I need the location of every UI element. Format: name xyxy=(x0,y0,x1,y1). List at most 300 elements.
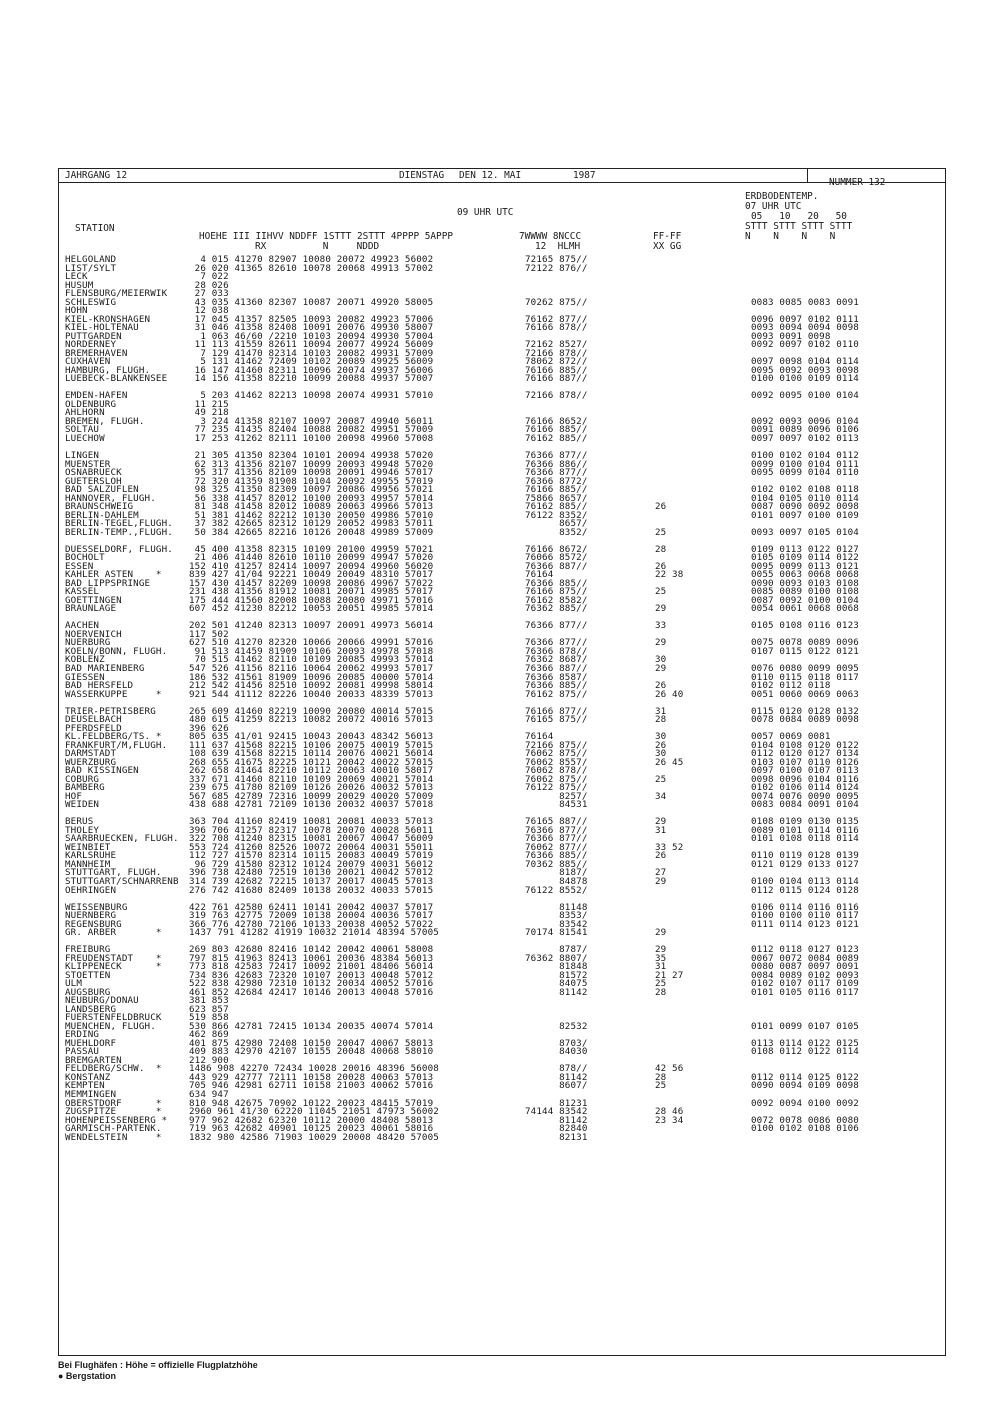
wind-gust: 25 xyxy=(655,1080,667,1092)
main-code: 567 685 42789 72316 10099 20029 40020 57009 xyxy=(189,790,434,802)
station-name: BAD HERSFELD xyxy=(65,680,134,691)
main-code: 62 313 41356 82107 10099 20093 49948 57020 xyxy=(189,458,434,470)
main-code: 462 869 xyxy=(189,1029,229,1041)
wind-gust: 30 xyxy=(655,654,667,666)
soil-temp: 0067 0072 0084 0089 xyxy=(751,952,859,964)
soil-temp: 0078 0084 0089 0098 xyxy=(751,714,859,726)
soil-temp: 0089 0101 0114 0116 xyxy=(751,824,859,836)
station-name: LINGEN xyxy=(65,450,100,461)
station-name: HOHENPEISSENBERG * xyxy=(65,1114,168,1126)
soil-temp: 0100 0100 0109 0114 xyxy=(751,373,859,385)
weather-code: 72122 876// xyxy=(525,262,588,274)
weather-code: 76362 8687/ xyxy=(525,654,588,666)
soil-temp: 0102 0102 0108 0118 xyxy=(751,484,859,495)
jahrgang-label: JAHRGANG 12 xyxy=(65,170,128,181)
main-code: 319 763 42775 72009 10138 20004 40036 57017 xyxy=(189,910,434,921)
weather-code: 83542 xyxy=(525,918,588,930)
station-name: WEISSENBURG xyxy=(65,901,128,913)
station-name: OEHRINGEN xyxy=(65,884,117,896)
station-name: BAD MARIENBERG xyxy=(65,663,145,674)
weather-code: 76164 xyxy=(525,731,554,743)
main-code: 157 430 41457 82209 10098 20086 49967 57022 xyxy=(189,577,434,589)
main-code: 1832 980 42586 71903 10029 20008 48420 57005 xyxy=(189,1131,439,1143)
main-code: 212 900 xyxy=(189,1054,229,1066)
station-name: FUERSTENFELDBRUCK xyxy=(65,1012,162,1024)
weather-code: 76366 877// xyxy=(525,467,588,478)
weather-code: 74144 83542 xyxy=(525,1106,588,1117)
soil-temp: 0100 0102 0104 0112 xyxy=(751,450,859,461)
weather-code: 76366 885// xyxy=(525,680,588,691)
main-code: 268 655 41675 82225 10121 20042 40022 57015 xyxy=(189,756,434,768)
station-name: FRANKFURT/M,FLUGH. xyxy=(65,739,168,751)
time-label: 09 UHR UTC xyxy=(457,207,514,218)
main-code: 14 156 41358 82210 10099 20088 49937 57007 xyxy=(189,373,434,385)
weather-code: 76366 877// xyxy=(525,833,588,845)
soil-temp: 0092 0093 0096 0104 xyxy=(751,415,859,427)
soil-temp: 0083 0085 0083 0091 xyxy=(751,296,859,308)
soil-n: N N N N xyxy=(745,231,836,242)
soil-temp: 0111 0114 0123 0121 xyxy=(751,918,859,930)
weather-code: 8607/ xyxy=(525,1080,588,1092)
station-name: GR. ARBER * xyxy=(65,927,162,939)
main-code: 27 033 xyxy=(189,288,229,300)
nummer-label: NUMMER 132 xyxy=(829,177,886,188)
station-name: PASSAU xyxy=(65,1046,100,1058)
main-code: 269 803 42680 82416 10142 20042 40061 58008 xyxy=(189,944,434,956)
main-code: 480 615 41259 82213 10082 20072 40016 57013 xyxy=(189,714,434,726)
station-name: NEUBURG/DONAU xyxy=(65,995,139,1007)
station-name: BREMGARTEN xyxy=(65,1054,122,1066)
weather-code: 81231 xyxy=(525,1097,588,1109)
wind-gust: 25 xyxy=(655,526,667,538)
soil-temp: 0093 0094 0094 0098 xyxy=(751,322,859,334)
soil-temp: 0105 0109 0114 0122 xyxy=(751,552,859,564)
wind-gust: 33 52 xyxy=(655,841,684,853)
station-name: BAD KISSINGEN xyxy=(65,765,139,777)
wind-gust: 31 xyxy=(655,824,667,836)
main-code: 231 438 41356 81912 10081 20071 49985 57017 xyxy=(189,586,434,598)
weather-code: 81142 xyxy=(525,1071,588,1083)
station-header: STATION xyxy=(75,223,115,234)
wind-gust: 28 46 xyxy=(655,1106,684,1117)
weather-code: 81572 xyxy=(525,969,588,981)
weather-code: 76366 887// xyxy=(525,663,588,674)
wind-gust: 29 xyxy=(655,876,667,887)
soil-temp: 0090 0093 0103 0108 xyxy=(751,577,859,589)
wind-gust: 28 xyxy=(655,543,667,555)
station-name: SCHLESWIG xyxy=(65,296,117,308)
soil-temp: 0095 0099 0104 0110 xyxy=(751,467,859,478)
weather-code: 72165 875// xyxy=(525,254,588,265)
main-code: 77 235 41435 82404 10088 20082 49951 57009 xyxy=(189,424,434,436)
main-code: 12 038 xyxy=(189,305,229,317)
main-code: 11 113 41559 82611 10094 20077 49924 56009 xyxy=(189,339,434,351)
weather-code: 76162 885// xyxy=(525,501,588,513)
station-name: SOLTAU xyxy=(65,424,100,436)
main-code: 623 857 xyxy=(189,1003,229,1015)
soil-temp: 0101 0097 0100 0109 xyxy=(751,509,859,521)
station-name: BAD SALZUFLEN xyxy=(65,484,139,495)
main-code: 70 515 41462 82110 10109 20085 49993 57014 xyxy=(189,654,434,666)
main-code: 443 929 42777 72111 10158 20028 40063 57013 xyxy=(189,1071,434,1083)
station-name: KOELN/BONN, FLUGH. xyxy=(65,645,168,657)
soil-temp: 0074 0076 0090 0095 xyxy=(751,790,859,802)
station-name: REGENSBURG xyxy=(65,918,122,930)
soil-temp: 0100 0100 0110 0117 xyxy=(751,910,859,921)
weather-code: 76166 885// xyxy=(525,364,588,376)
weather-code: 84030 xyxy=(525,1046,588,1058)
soil-temp: 0112 0120 0127 0134 xyxy=(751,748,859,760)
weather-code: 76366 8772/ xyxy=(525,475,588,487)
station-name: KIEL-KRONSHAGEN xyxy=(65,313,151,325)
wind-gust: 29 xyxy=(655,663,667,674)
main-code: 112 727 41570 82314 10115 20083 40049 57019 xyxy=(189,850,434,862)
main-code: 7 022 xyxy=(189,271,229,282)
weather-code: 76362 885// xyxy=(525,603,588,615)
wind-gust: 30 xyxy=(655,748,667,760)
wind-gust: 26 40 xyxy=(655,688,684,700)
station-name: LUEBECK-BLANKENSEE xyxy=(65,373,168,385)
main-code: 117 502 xyxy=(189,628,229,640)
station-name: DARMSTADT xyxy=(65,748,117,760)
main-code: 461 852 42684 42417 10146 20013 40048 57016 xyxy=(189,986,434,998)
soil-temp: 0101 0108 0118 0114 xyxy=(751,833,859,845)
main-code: 95 317 41356 82109 10098 20091 49946 57017 xyxy=(189,467,434,478)
weather-code: 76366 886// xyxy=(525,458,588,470)
wind-subheader: XX GG xyxy=(653,241,682,252)
weather-code: 78062 872// xyxy=(525,356,588,368)
weather-code: 878// xyxy=(525,1063,588,1075)
soil-temp: 0095 0092 0093 0098 xyxy=(751,364,859,376)
legend xyxy=(58,1360,258,1382)
main-code: 422 761 42580 62411 10141 20042 40037 57017 xyxy=(189,901,434,913)
wind-gust: 25 xyxy=(655,586,667,598)
weather-code: 72166 878// xyxy=(525,390,588,402)
soil-time-label: 07 UHR UTC xyxy=(745,201,802,212)
soil-temp: 0109 0113 0122 0127 xyxy=(751,543,859,555)
station-name: NOERVENICH xyxy=(65,628,122,640)
station-name: KL.FELDBERG/TS. * xyxy=(65,731,162,743)
station-name: FELDBERG/SCHW. * xyxy=(65,1063,162,1075)
station-name: LUECHOW xyxy=(65,432,105,444)
main-code: 734 836 42683 72320 10107 20013 40048 57012 xyxy=(189,969,434,981)
main-code: 49 218 xyxy=(189,407,229,419)
station-name: BAMBERG xyxy=(65,782,105,794)
station-name: LANDSBERG xyxy=(65,1003,117,1015)
main-code: 17 045 41357 82505 10093 20082 49923 57006 xyxy=(189,313,434,325)
main-code: 810 948 42675 70902 10122 20023 48415 57019 xyxy=(189,1097,434,1109)
station-name: HOF xyxy=(65,790,83,802)
wind-gust: 29 xyxy=(655,637,667,649)
station-name: BERLIN-TEMP.,FLUGH. xyxy=(65,526,173,538)
main-code: 396 626 xyxy=(189,722,229,734)
station-name: EMDEN-HAFEN xyxy=(65,390,128,402)
soil-temp: 0101 0099 0107 0105 xyxy=(751,1020,859,1032)
weather-code: 76366 887// xyxy=(525,560,588,572)
station-name: MUEHLDORF xyxy=(65,1037,117,1049)
main-code: 1486 908 42270 72434 10028 20016 48396 56008 xyxy=(189,1063,439,1075)
main-code: 438 688 42781 72109 10130 20032 40037 57018 xyxy=(189,799,434,811)
soil-temp: 0102 0107 0117 0109 xyxy=(751,978,859,990)
synop-sheet xyxy=(58,168,946,1356)
wind-gust: 22 38 xyxy=(655,569,684,581)
weather-code: 8657/ xyxy=(525,518,588,530)
station-name: KARLSRUHE xyxy=(65,850,117,862)
main-code: 396 706 41257 82317 10078 20070 40028 56011 xyxy=(189,824,434,836)
main-code: 43 035 41360 82307 10087 20071 49920 58005 xyxy=(189,296,434,308)
main-code: 51 381 41462 82212 10130 20050 49986 57010 xyxy=(189,509,434,521)
weather-code: 76366 877// xyxy=(525,450,588,461)
main-code: 26 020 41365 82610 10078 20068 49913 57002 xyxy=(189,262,434,274)
main-code: 627 510 41270 82320 10066 20066 49991 57016 xyxy=(189,637,434,649)
header-rule xyxy=(59,182,945,183)
main-code: 37 382 42665 82312 10129 20052 49983 57011 xyxy=(189,518,434,530)
soil-temp: 0110 0119 0128 0139 xyxy=(751,850,859,862)
main-code: 262 658 41464 82210 10112 20063 40010 58017 xyxy=(189,765,434,777)
legend-line-mountain: ● Bergstation xyxy=(58,1371,116,1381)
station-name: HOHN xyxy=(65,305,88,317)
station-name: KAHLER ASTEN * xyxy=(65,569,162,581)
station-name: BREMERHAVEN xyxy=(65,347,128,359)
wind-gust: 29 xyxy=(655,927,667,939)
wind-gust: 26 xyxy=(655,850,667,862)
weather-code: 76366 877// xyxy=(525,637,588,649)
soil-temp: 0057 0069 0081 xyxy=(751,731,831,743)
station-name: NORDERNEY xyxy=(65,339,117,351)
station-name: NUERBURG xyxy=(65,637,111,649)
weather-code: 84878 xyxy=(525,876,588,887)
main-code: 81 348 41458 82012 10089 20063 49966 57013 xyxy=(189,501,434,513)
weather-code: 82532 xyxy=(525,1020,588,1032)
station-name: DUESSELDORF, FLUGH. xyxy=(65,543,173,555)
soil-depths: 05 10 20 50 xyxy=(751,211,847,222)
main-code: 634 947 xyxy=(189,1089,229,1100)
station-name: STUTTGART/SCHNARRENB xyxy=(65,876,179,887)
wind-gust: 34 xyxy=(655,790,667,802)
wind-gust: 23 34 xyxy=(655,1114,684,1126)
soil-temp: 0108 0109 0130 0135 xyxy=(751,816,859,828)
wind-gust: 30 xyxy=(655,731,667,743)
station-name: FLENSBURG/MEIERWIK xyxy=(65,288,168,300)
weather-code: 8352/ xyxy=(525,526,588,538)
station-name: OSNABRUECK xyxy=(65,467,122,478)
soil-temp: 0105 0108 0116 0123 xyxy=(751,620,859,632)
station-name: GARMISCH-PARTENK. xyxy=(65,1123,162,1134)
station-name: BRAUNLAGE xyxy=(65,603,117,615)
main-code: 522 838 42980 72310 10132 20034 40052 57016 xyxy=(189,978,434,990)
station-name: WEIDEN xyxy=(65,799,100,811)
main-code: 202 501 41240 82313 10097 20091 49973 56014 xyxy=(189,620,434,632)
soil-temp: 0092 0094 0100 0092 xyxy=(751,1097,859,1109)
main-code: 16 147 41460 82311 10096 20074 49937 56006 xyxy=(189,364,434,376)
weather-code: 76062 875// xyxy=(525,748,588,760)
soil-temp: 0092 0097 0102 0110 xyxy=(751,339,859,351)
main-code: 381 853 xyxy=(189,995,229,1007)
station-name: LECK xyxy=(65,271,88,282)
soil-temp: 0115 0120 0128 0132 xyxy=(751,705,859,717)
weather-code: 76062 875// xyxy=(525,773,588,785)
weather-code: 81848 xyxy=(525,961,588,973)
station-name: DEUSELBACH xyxy=(65,714,122,726)
weather-code: 8187/ xyxy=(525,867,588,879)
date-label: DEN 12. MAI xyxy=(459,170,522,181)
weather-code: 81142 xyxy=(525,1114,588,1126)
weather-code: 82131 xyxy=(525,1131,588,1143)
weather-code: 76366 885// xyxy=(525,577,588,589)
main-code: 1 063 46/60 /2210 10103 20094 49930 57004 xyxy=(189,330,434,342)
weather-code: 76366 8587/ xyxy=(525,671,588,683)
soil-temp: 0106 0114 0116 0116 xyxy=(751,901,859,913)
main-code: 175 444 41560 82008 10088 20080 49971 57016 xyxy=(189,594,434,606)
main-code: 111 637 41568 82215 10106 20075 40019 57015 xyxy=(189,739,434,751)
soil-temp: 0080 0087 0097 0091 xyxy=(751,961,859,973)
soil-temp: 0097 0098 0104 0114 xyxy=(751,356,859,368)
main-code: 17 253 41262 82111 10100 20098 49960 57008 xyxy=(189,432,434,444)
wind-gust: 27 xyxy=(655,867,667,879)
soil-temp: 0112 0114 0125 0122 xyxy=(751,1071,859,1083)
soil-temp: 0102 0106 0114 0124 xyxy=(751,782,859,794)
station-name: GUETERSLOH xyxy=(65,475,122,487)
weather-code: 82840 xyxy=(525,1123,588,1134)
weather-code: 76062 8557/ xyxy=(525,756,588,768)
main-code: 11 215 xyxy=(189,398,229,410)
station-name: HANNOVER, FLUGH. xyxy=(65,492,156,504)
station-name: KOBLENZ xyxy=(65,654,105,666)
weather-code: 76166 878// xyxy=(525,322,588,334)
station-name: SAARBRUECKEN, FLUGH. xyxy=(65,833,179,845)
station-name: BOCHOLT xyxy=(65,552,105,564)
main-code: 5 203 41462 82213 10098 20074 49931 57010 xyxy=(189,390,434,402)
station-name: LIST/SYLT xyxy=(65,262,117,274)
station-name: KIEL-HOLTENAU xyxy=(65,322,139,334)
soil-temp: 0112 0115 0124 0128 xyxy=(751,884,859,896)
station-name: AHLHORN xyxy=(65,407,105,419)
main-code: 314 739 42682 72215 10137 20017 40045 57013 xyxy=(189,876,434,887)
weather-code: 76366 877// xyxy=(525,620,588,632)
main-code: 21 305 41350 82304 10101 20094 49938 57020 xyxy=(189,450,434,461)
weather-code: 8703/ xyxy=(525,1037,588,1049)
station-name: OBERSTDORF * xyxy=(65,1097,162,1109)
soil-temp: 0095 0099 0113 0121 xyxy=(751,560,859,572)
year-label: 1987 xyxy=(573,170,596,181)
main-code: 977 962 42682 62320 10112 20000 48408 58013 xyxy=(189,1114,434,1126)
weather-code: 76162 875// xyxy=(525,688,588,700)
wind-gust: 25 xyxy=(655,773,667,785)
station-name: PUTTGARDEN xyxy=(65,330,122,342)
main-code: 91 513 41459 81909 10106 20093 49978 57018 xyxy=(189,645,434,657)
main-code: 797 815 41963 82413 10061 20036 48384 56013 xyxy=(189,952,434,964)
soil-temp: 0098 0096 0104 0116 xyxy=(751,773,859,785)
weather-code: 84531 xyxy=(525,799,588,811)
station-name: GOETTINGEN xyxy=(65,594,122,606)
weather-code: 84075 xyxy=(525,978,588,990)
station-name: MANNHEIM xyxy=(65,858,111,870)
station-name: KEMPTEN xyxy=(65,1080,105,1092)
weather-code: 8787/ xyxy=(525,944,588,956)
weather-code: 76165 875// xyxy=(525,714,588,726)
station-name: CUXHAVEN xyxy=(65,356,111,368)
wind-gust: 26 xyxy=(655,739,667,751)
station-name: BAD LIPPSPRINGE xyxy=(65,577,151,589)
weather-code: 76166 8672/ xyxy=(525,543,588,555)
weather-code: 70362 885// xyxy=(525,858,588,870)
station-name: FREIBURG xyxy=(65,944,111,956)
station-name: MUENSTER xyxy=(65,458,111,470)
main-code: 45 400 41358 82315 10109 20100 49959 57021 xyxy=(189,543,434,555)
station-name: KLIPPENECK * xyxy=(65,961,162,973)
main-code: 276 742 41680 82409 10138 20032 40033 57015 xyxy=(189,884,434,896)
station-name: GIESSEN xyxy=(65,671,105,683)
main-code: 773 818 42583 72417 10092 21001 48406 56014 xyxy=(189,961,434,973)
weather-code: 76166 887// xyxy=(525,373,588,385)
weather-code: 70174 81541 xyxy=(525,927,588,939)
weather-code: 76366 885// xyxy=(525,850,588,862)
legend-line-airports: Bei Flughäfen : Höhe = offizielle Flugplatzhöhe xyxy=(58,1360,258,1370)
main-code: 21 406 41440 82610 10110 20099 49947 57020 xyxy=(189,552,434,564)
wind-gust: 28 xyxy=(655,1071,667,1083)
soil-temp: 0100 0104 0113 0114 xyxy=(751,876,859,887)
main-code: 366 776 42780 72106 10133 20038 40052 57022 xyxy=(189,918,434,930)
weather-code: 72162 8527/ xyxy=(525,339,588,351)
soil-temp: 0097 0097 0102 0113 xyxy=(751,432,859,444)
station-name: THOLEY xyxy=(65,824,100,836)
soil-temp: 0110 0115 0118 0117 xyxy=(751,671,859,683)
station-name: HUSUM xyxy=(65,279,94,291)
main-code: 186 532 41561 81909 10096 20085 40000 57014 xyxy=(189,671,434,683)
station-name: ERDING xyxy=(65,1029,100,1041)
soil-temp: 0076 0080 0099 0095 xyxy=(751,663,859,674)
station-name: WEINBIET xyxy=(65,841,111,853)
main-code: 719 963 42682 40901 10125 20023 40061 58016 xyxy=(189,1123,434,1134)
wind-gust: 35 xyxy=(655,952,667,964)
soil-stt: STTT STTT STTT STTT xyxy=(745,221,853,232)
weather-code: 76166 885// xyxy=(525,424,588,436)
wind-gust: 31 xyxy=(655,705,667,717)
station-name: HELGOLAND xyxy=(65,254,117,265)
station-name: NUERNBERG xyxy=(65,910,117,921)
main-code: 2960 961 41/30 62220 11045 21051 47973 56002 xyxy=(189,1106,439,1117)
wind-gust: 29 xyxy=(655,944,667,956)
soil-temp: 0091 0089 0096 0106 xyxy=(751,424,859,436)
main-code: 31 046 41358 82408 10091 20076 49930 58007 xyxy=(189,322,434,334)
wind-gust: 26 xyxy=(655,501,667,513)
soil-temp: 0075 0078 0089 0096 xyxy=(751,637,859,649)
main-code: 239 675 41780 82109 10126 20026 40032 57013 xyxy=(189,782,434,794)
soil-temp: 0083 0084 0091 0104 xyxy=(751,799,859,811)
weather-code: 76162 8582/ xyxy=(525,594,588,606)
weather-code: 70262 875// xyxy=(525,296,588,308)
station-name: KASSEL xyxy=(65,586,100,598)
header-divider xyxy=(807,169,808,183)
wind-gust: 25 xyxy=(655,978,667,990)
weather-code: 76062 878// xyxy=(525,765,588,777)
soil-temp: 0121 0129 0133 0127 xyxy=(751,858,859,870)
main-code: 7 129 41470 82314 10103 20082 49931 57009 xyxy=(189,347,434,359)
main-code: 5 131 41462 72409 10102 20089 49925 56009 xyxy=(189,356,434,368)
wind-gust: 28 xyxy=(655,714,667,726)
station-name: PFERDSFELD xyxy=(65,722,122,734)
weather-code: 72166 878// xyxy=(525,347,588,359)
weather-code: 76166 875// xyxy=(525,586,588,598)
weather-code: 76366 877// xyxy=(525,824,588,836)
weather-code: 8257/ xyxy=(525,790,588,802)
station-name: BERUS xyxy=(65,816,94,828)
main-code: 401 875 42980 72408 10150 20047 40067 58013 xyxy=(189,1037,434,1049)
main-code: 547 526 41156 82116 10064 20062 49993 57017 xyxy=(189,663,434,674)
main-code: 72 320 41359 81908 10104 20092 49955 57019 xyxy=(189,475,434,487)
weather-code: 76362 8807/ xyxy=(525,952,588,964)
soil-temp: 0099 0100 0104 0111 xyxy=(751,458,859,470)
